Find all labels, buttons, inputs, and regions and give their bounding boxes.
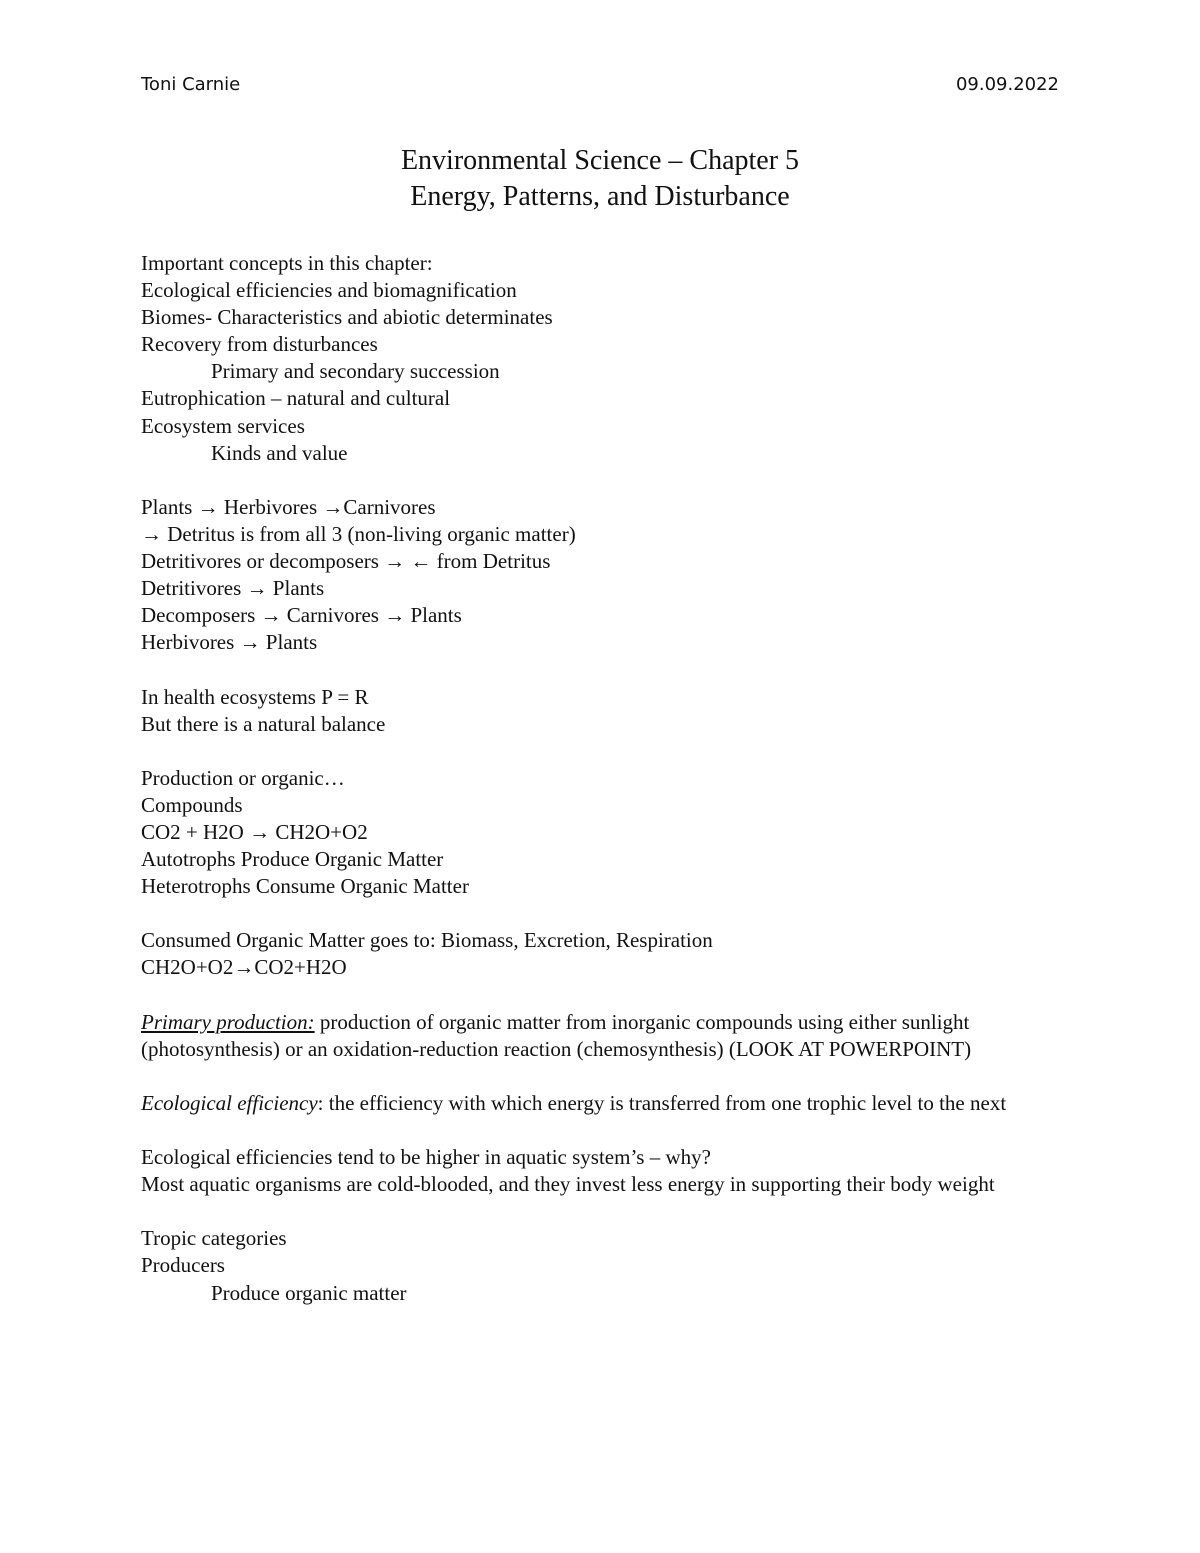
flow-line: → Detritus is from all 3 (non-living organic matter) <box>141 521 576 546</box>
flow-line: Detritivores or decomposers → ← from Detritus <box>141 549 551 574</box>
ecological-efficiency-term: Ecological efficiency <box>141 1090 318 1115</box>
tropic-category: Producers <box>141 1253 225 1278</box>
concept-item: Eutrophication – natural and cultural <box>141 386 451 411</box>
spacer <box>141 982 1041 1009</box>
spacer <box>141 900 1041 927</box>
spacer <box>141 1117 1041 1144</box>
concept-subitem: Kinds and value <box>211 440 348 465</box>
concepts-heading: Important concepts in this chapter: <box>141 251 433 275</box>
tropic-heading: Tropic categories <box>141 1226 287 1251</box>
flow-line: Herbivores → Plants <box>141 630 318 655</box>
primary-production-definition: production of organic matter from inorganic compounds using either sunlight (photosynthesis) or an oxidation-reduction reaction (chemosynthesis) (LOOK AT POWERPOINT) <box>141 1009 972 1061</box>
page-header <box>141 74 1059 100</box>
ecological-efficiency-definition: : the efficiency with which energy is transferred from one trophic level to the next <box>317 1090 1007 1115</box>
document-body <box>141 250 1041 1307</box>
equation-photosynthesis: CO2 + H2O → CH2O+O2 <box>141 819 368 844</box>
spacer <box>141 1063 1041 1090</box>
flow-line: Plants → Herbivores →Carnivores <box>141 494 436 519</box>
concept-item: Recovery from disturbances <box>141 332 378 357</box>
title-line-1: Environmental Science – Chapter 5 <box>400 145 800 176</box>
spacer <box>141 738 1041 765</box>
spacer <box>141 1198 1041 1225</box>
aquatic-question: Ecological efficiencies tend to be higher in aquatic system’s – why? <box>141 1145 711 1170</box>
concept-item: Ecosystem services <box>141 413 305 438</box>
balance-line: But there is a natural balance <box>141 711 386 736</box>
flow-line: Decomposers → Carnivores → Plants <box>141 603 462 628</box>
balance-line: In health ecosystems P = R <box>141 684 369 709</box>
document-date: 09.09.2022 <box>955 74 1059 95</box>
author-name: Toni Carnie <box>141 74 241 95</box>
tropic-description: Produce organic matter <box>211 1280 407 1305</box>
primary-production-paragraph <box>141 1009 1041 1063</box>
spacer <box>141 656 1041 683</box>
concept-subitem: Primary and secondary succession <box>211 359 500 384</box>
production-line: Autotrophs Produce Organic Matter <box>141 847 444 872</box>
ecological-efficiency-paragraph <box>141 1090 1041 1117</box>
concept-item: Ecological efficiencies and biomagnification <box>141 278 517 303</box>
production-line: Heterotrophs Consume Organic Matter <box>141 874 469 899</box>
document-title <box>0 143 1200 215</box>
flow-line: Detritivores → Plants <box>141 576 325 601</box>
production-line: Production or organic… <box>141 765 345 790</box>
consumed-line: Consumed Organic Matter goes to: Biomass, Excretion, Respiration <box>141 928 713 953</box>
primary-production-term: Primary production: <box>141 1009 315 1034</box>
spacer <box>141 467 1041 494</box>
concept-item: Biomes- Characteristics and abiotic determinates <box>141 305 553 330</box>
production-line: Compounds <box>141 792 243 817</box>
aquatic-answer: Most aquatic organisms are cold-blooded, and they invest less energy in supporting their body weight <box>141 1172 995 1197</box>
equation-respiration: CH2O+O2→CO2+H2O <box>141 955 347 980</box>
title-line-2: Energy, Patterns, and Disturbance <box>410 181 790 212</box>
